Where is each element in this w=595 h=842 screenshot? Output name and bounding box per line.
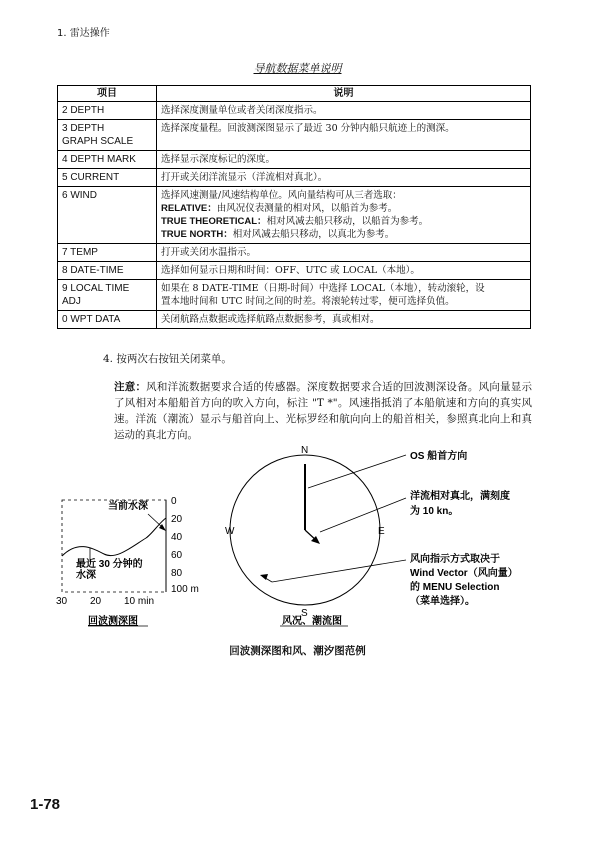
page-number: 1-78 [30,796,61,813]
description-text: 选择风速测量/风速结构单位。风向量结构可从三者选取： [161,190,402,201]
menu-item-cell [58,187,157,244]
menu-item-label: GRAPH SCALE [62,136,134,147]
menu-description-table [57,85,531,329]
past-depth-label-line2: 水深 [76,570,96,581]
depth-tick-60: 60 [171,550,183,561]
menu-item-cell [58,244,157,262]
current-callout-line1: 洋流相对真北，满刻度 [410,491,510,502]
menu-item-cell [58,102,157,120]
wind-option-text: 由风况仪表测量的相对风，以船首为参考。 [216,203,398,214]
wind-option [161,215,526,228]
os-heading-callout: OS 船首方向 [410,451,468,462]
menu-description-cell [157,280,531,311]
table-row [58,311,531,329]
description-text: 选择显示深度标记的深度。 [161,154,276,165]
menu-description-cell [157,120,531,151]
time-tick-20: 20 [90,596,102,607]
table-row [58,169,531,187]
depth-tick-20: 20 [171,514,183,525]
column-header-desc: 说明 [157,86,531,102]
menu-description-cell [157,169,531,187]
table-row [58,120,531,151]
wind-leader [272,560,406,582]
menu-item-cell [58,120,157,151]
time-tick-30: 30 [56,596,68,607]
menu-item-cell [58,151,157,169]
menu-item-label: 3 DEPTH [62,123,105,134]
menu-item-label: 8 DATE-TIME [62,265,124,276]
menu-item-label: 4 DEPTH MARK [62,154,136,165]
time-tick-10: 10 min [124,596,155,607]
table-row [58,280,531,311]
example-figure [0,430,595,640]
description-text: 如果在 8 DATE-TIME（日期-时间）中选择 LOCAL（本地），转动滚轮，设 [161,283,485,294]
menu-item-label: 5 CURRENT [62,172,120,183]
menu-item-label: 2 DEPTH [62,105,105,116]
menu-description-cell [157,151,531,169]
table-row [58,151,531,169]
menu-item-label: ADJ [62,296,81,307]
figure-callouts [410,449,518,607]
menu-description-cell [157,102,531,120]
menu-item-cell [58,280,157,311]
note-text: 风和洋流数据要求合适的传感器。深度数据要求合适的回波测深设备。风向量显示了风相对本船船首方向的吹入方向，标注 "T *"。风速指抵消了本船航速和方向的真实风速。洋流（潮流）显示与船首向上、光标罗经和航向向上的船首相关，参照真北向上和真运动的真北方向。 [114,381,532,441]
figure-caption: 回波测深图和风、潮汐图范例 [229,645,366,657]
section-header: 1. 雷达操作 [57,28,110,39]
table-row [58,262,531,280]
description-text: 关闭航路点数据或选择航路点数据参考，真或相对。 [161,314,380,325]
wind-callout-line1: 风向指示方式取决于 [410,554,500,565]
table-header-row [58,86,531,102]
current-leader [320,498,406,532]
menu-item-label: 7 TEMP [62,247,98,258]
menu-item-cell [58,169,157,187]
wind-option-text: 相对风减去船只移动，以船首为参考。 [266,216,429,227]
description-text: 选择如何显示日期和时间：OFF、UTC 或 LOCAL（本地）。 [161,265,420,276]
description-text: 打开或关闭水温指示。 [161,247,257,258]
table-row [58,244,531,262]
depth-curve [62,518,166,556]
description-text: 选择深度量程。回波测深图显示了最近 30 分钟内船只航迹上的测深。 [161,123,455,134]
wind-option-label: RELATIVE： [161,203,217,214]
step-4: 4. 按两次右按钮关闭菜单。 [103,353,232,365]
wind-callout-line4: （菜单选择）。 [410,596,475,607]
os-heading-leader [308,455,406,488]
depth-tick-80: 80 [171,568,183,579]
menu-description-cell [157,244,531,262]
table-row [58,187,531,244]
description-text: 打开或关闭洋流显示（洋流相对真北）。 [161,172,328,183]
current-depth-label: 当前水深 [108,501,148,512]
current-callout-line2: 为 10 kn。 [410,506,459,517]
echo-graph-caption: 回波测深图 [88,616,138,627]
menu-item-label: 0 WPT DATA [62,314,121,325]
table-row [58,102,531,120]
menu-item-label: 9 LOCAL TIME [62,283,130,294]
note-label: 注意： [114,381,147,393]
column-header-item: 项目 [58,86,157,102]
depth-tick-0: 0 [171,496,177,507]
echo-sounder-graph [56,496,199,627]
compass-east: E [378,526,385,537]
menu-item-cell [58,311,157,329]
wind-option-label: TRUE NORTH： [161,229,233,240]
menu-item-cell [58,262,157,280]
menu-description-cell [157,187,531,244]
depth-tick-100: 100 m [171,584,199,595]
wind-option [161,202,526,215]
menu-item-label: 6 WIND [62,190,97,201]
description-text: 置本地时间和 UTC 时间之间的时差。将滚轮转过零，便可选择负值。 [161,296,455,307]
compass-north: N [301,445,309,456]
wind-option-text: 相对风减去船只移动，以真北为参考。 [232,229,395,240]
wind-callout-line2: Wind Vector（风向量） [410,568,518,579]
menu-description-cell [157,262,531,280]
depth-tick-40: 40 [171,532,183,543]
description-text: 选择深度测量单位或者关闭深度指示。 [161,105,323,116]
wind-option [161,228,526,241]
table-title: 导航数据菜单说明 [253,62,342,75]
menu-description-cell [157,311,531,329]
wind-callout-line3: 的 MENU Selection [410,582,500,593]
compass-west: W [225,526,235,537]
compass-south: S [301,608,308,619]
compass-caption: 风况、潮流图 [282,616,342,627]
past-depth-label-line1: 最近 30 分钟的 [76,559,143,570]
wind-current-display [225,445,406,627]
wind-option-label: TRUE THEORETICAL： [161,216,267,227]
